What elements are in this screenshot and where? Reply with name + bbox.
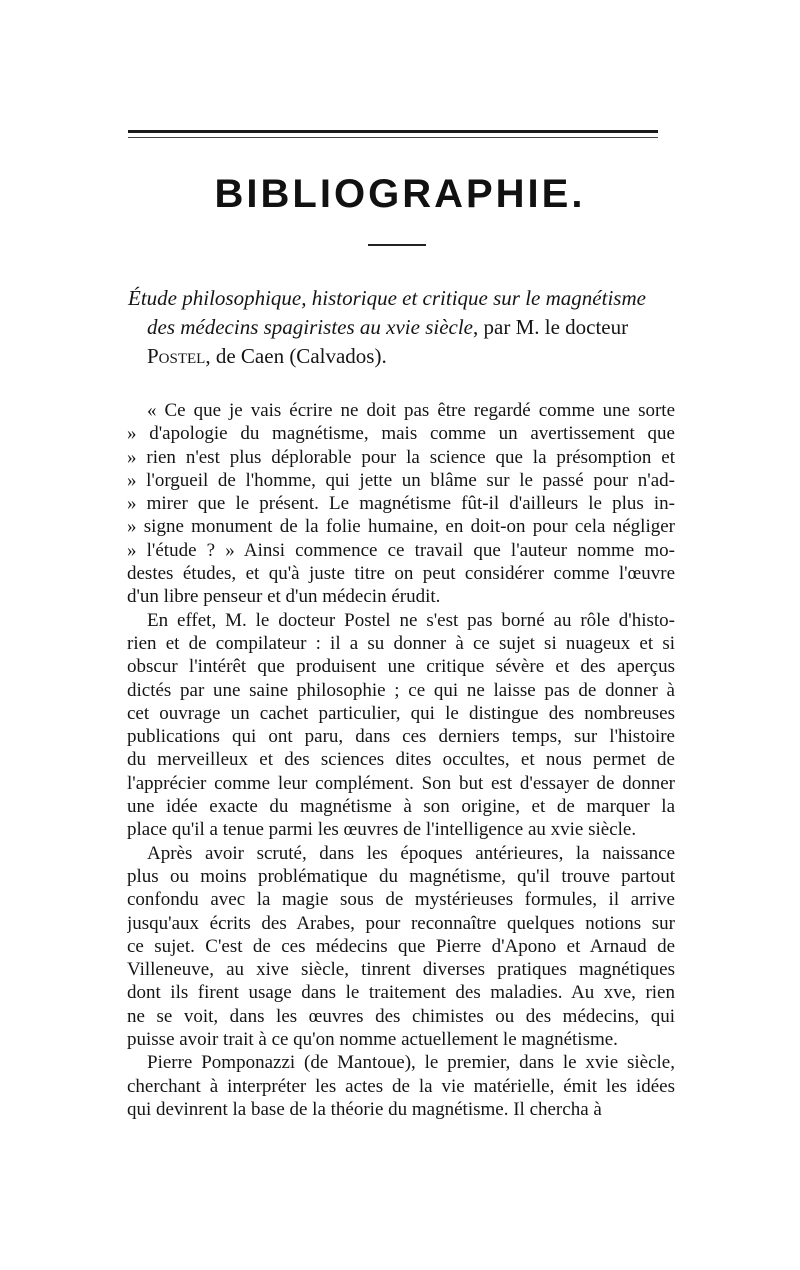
- body-line: plus ou moins problématique du magnétisme, qu'il trouve partout: [127, 865, 675, 887]
- body-line: qui devinrent la base de la théorie du magnétisme. Il chercha à: [127, 1098, 602, 1120]
- body-line: » signe monument de la folie humaine, en doit-on pour cela négliger: [127, 516, 675, 538]
- body-line: En effet, M. le docteur Postel ne s'est pas borné au rôle d'histo-: [147, 609, 675, 631]
- body-line: Pierre Pomponazzi (de Mantoue), le premier, dans le xvie siècle,: [147, 1052, 675, 1074]
- subject-line-1: Étude philosophique, historique et critique sur le magnétisme: [128, 286, 646, 310]
- body-line: jusqu'aux écrits des Arabes, pour reconnaître quelques notions sur: [127, 912, 675, 934]
- body-line: » rien n'est plus déplorable pour la science que la présomption et: [127, 446, 675, 468]
- body-line: ne se voit, dans les œuvres des chimistes ou des médecins, qui: [127, 1005, 675, 1027]
- body-line: » d'apologie du magnétisme, mais comme un avertissement que: [127, 423, 675, 445]
- body-line: une idée exacte du magnétisme à son origine, et de marquer la: [127, 796, 675, 818]
- body-line: puisse avoir trait à ce qu'on nomme actuellement le magnétisme.: [127, 1029, 618, 1051]
- body-line: confondu avec la magie sous de mystérieuses formules, il arrive: [127, 889, 675, 911]
- top-rule-thin: [128, 137, 658, 138]
- body-line: publications qui ont paru, dans ces derniers temps, sur l'histoire: [127, 726, 675, 748]
- body-line: Après avoir scruté, dans les époques antérieures, la naissance: [147, 842, 675, 864]
- body-line: « Ce que je vais écrire ne doit pas être regardé comme une sorte: [147, 400, 675, 421]
- body-line: dictés par une saine philosophie ; ce qui ne laisse pas de donner à: [127, 679, 675, 701]
- body-line: » mirer que le présent. Le magnétisme fût-il d'ailleurs le plus in-: [127, 493, 675, 515]
- body-line: destes études, et qu'à juste titre on peut considérer comme l'œuvre: [127, 563, 675, 585]
- body-line: cherchant à interpréter les actes de la vie matérielle, émit les idées: [127, 1075, 675, 1097]
- body-line: Villeneuve, au xive siècle, tinrent diverses pratiques magnétiques: [127, 959, 675, 981]
- body-line: dont ils firent usage dans le traitement des maladies. Au xve, rien: [127, 982, 675, 1004]
- body-line: place qu'il a tenue parmi les œuvres de l'intelligence au xvie siècle.: [127, 819, 637, 841]
- page-title: BIBLIOGRAPHIE.: [214, 172, 586, 216]
- body-text: [127, 399, 675, 1121]
- title-divider: [368, 244, 426, 246]
- subject-line-3: Postel, de Caen (Calvados).: [147, 344, 387, 368]
- body-line: du merveilleux et des sciences dites occultes, et nous permet de: [127, 749, 675, 771]
- body-line: ce sujet. C'est de ces médecins que Pierre d'Apono et Arnaud de: [127, 935, 675, 957]
- body-line: rien et de compilateur : il a su donner à ce sujet si nuageux et si: [127, 632, 675, 654]
- top-rule: [128, 130, 658, 133]
- body-line: cet ouvrage un cachet particulier, qui le distingue des nombreuses: [127, 702, 675, 724]
- body-line: d'un libre penseur et d'un médecin érudit.: [127, 586, 441, 608]
- subject-line-2: des médecins spagiristes au xvie siècle, par M. le docteur: [147, 315, 629, 339]
- review-subject: [128, 284, 673, 371]
- body-line: » l'étude ? » Ainsi commence ce travail que l'auteur nomme mo-: [127, 539, 675, 561]
- body-line: obscur l'intérêt que produisent une critique sévère et des aperçus: [127, 656, 675, 678]
- body-line: l'apprécier comme leur complément. Son but est d'essayer de donner: [127, 772, 675, 794]
- body-line: » l'orgueil de l'homme, qui jette un blâme sur le passé pour n'ad-: [127, 469, 675, 491]
